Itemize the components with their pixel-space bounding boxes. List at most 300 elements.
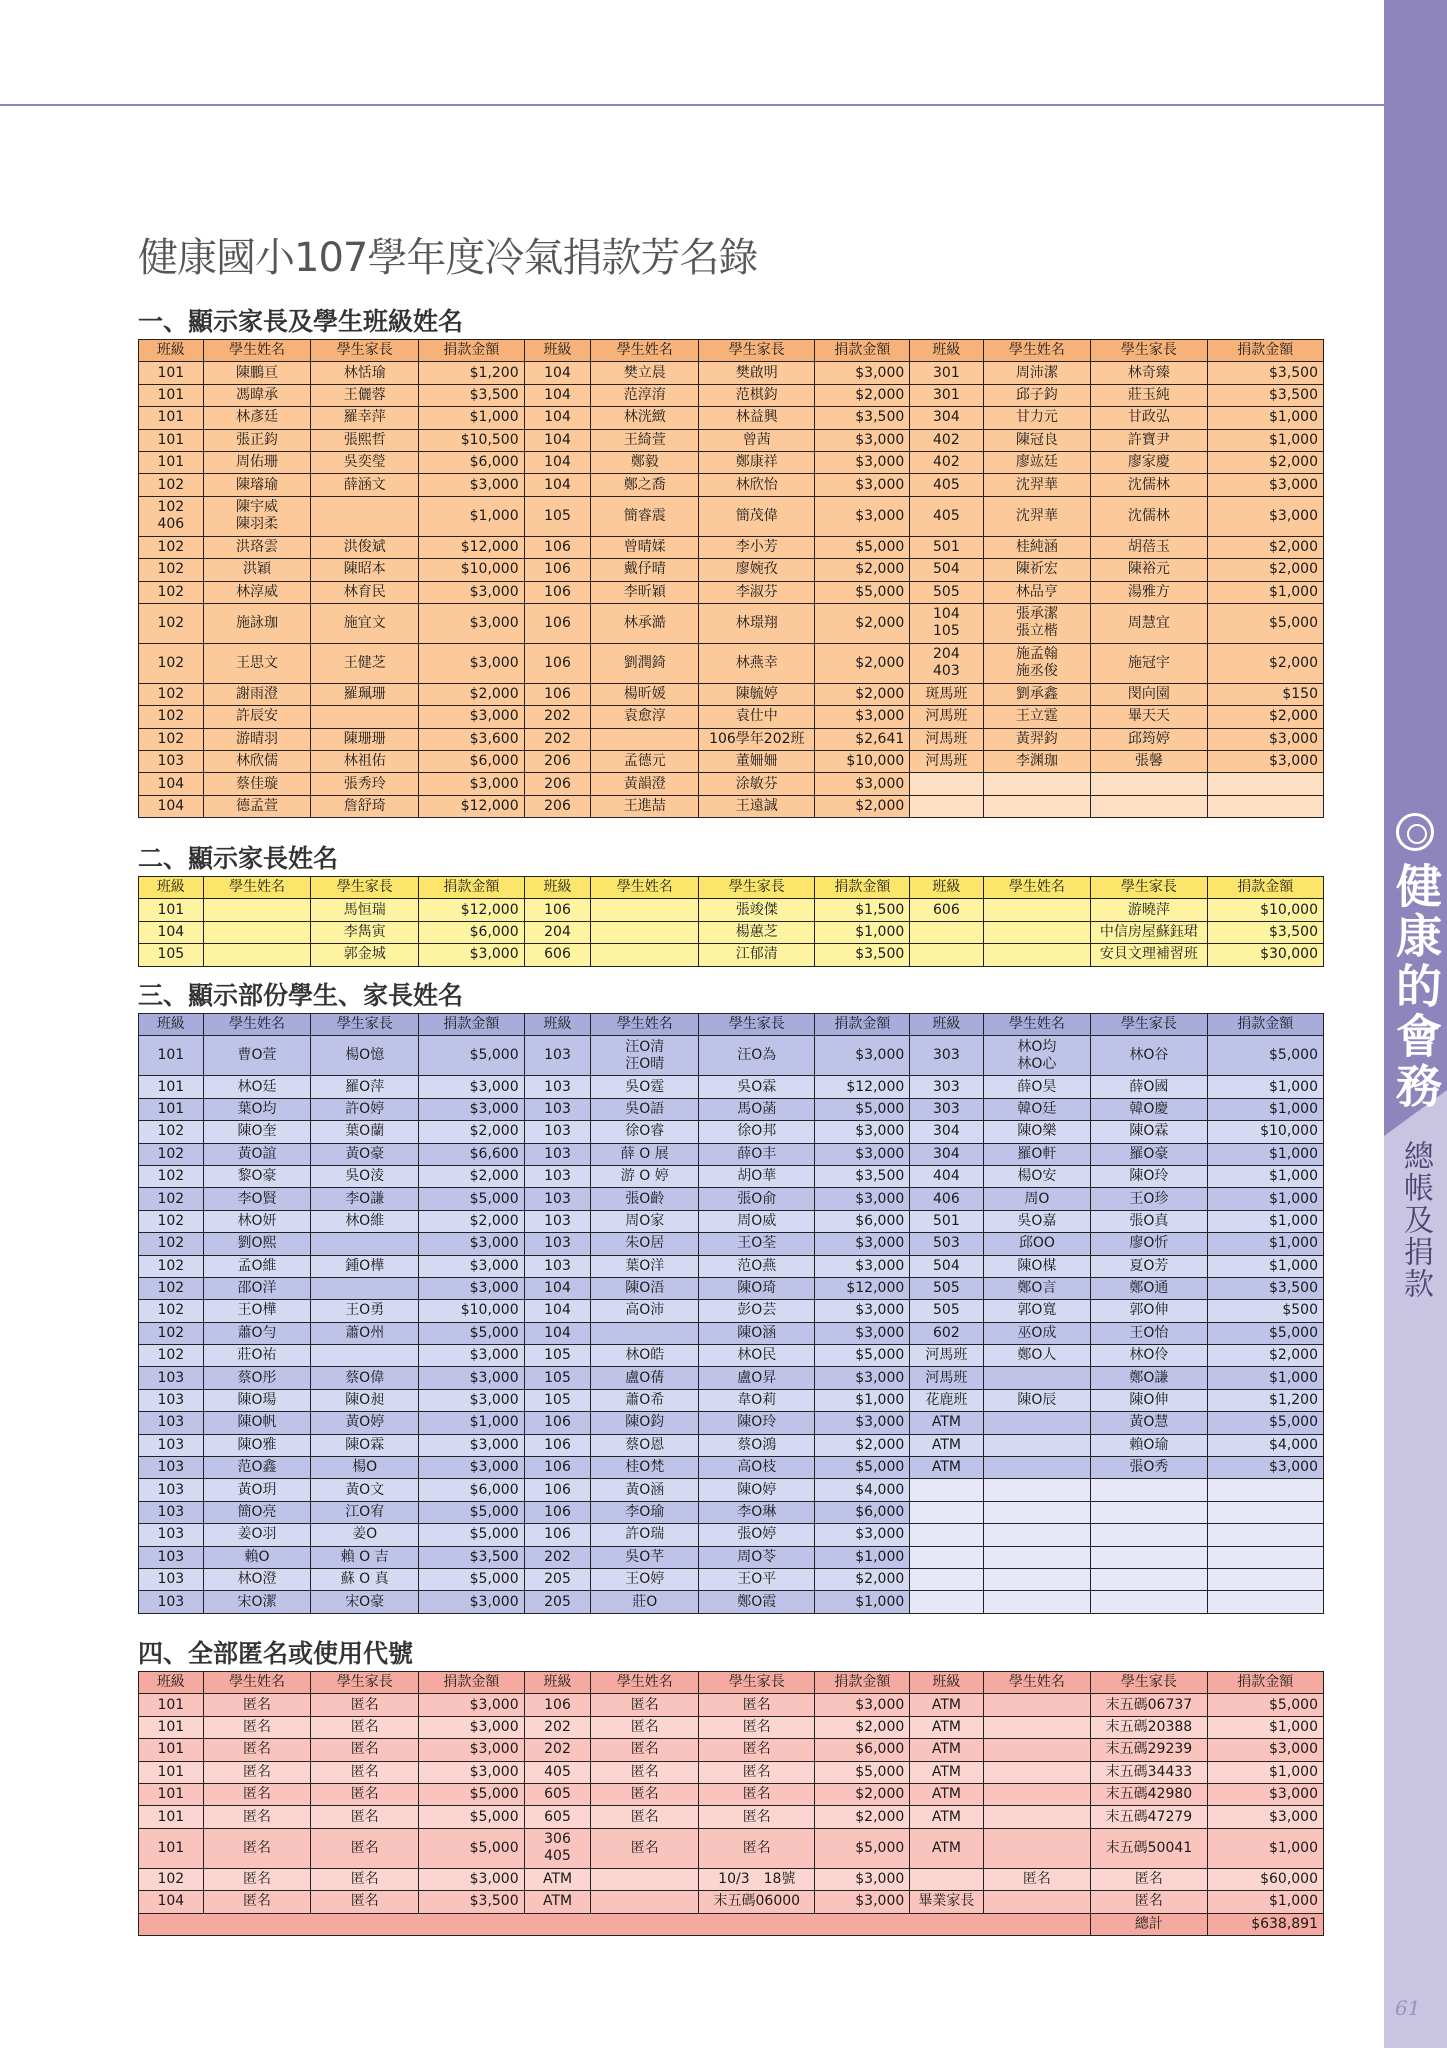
amount-cell: $1,000 [815, 1546, 910, 1568]
amount-cell: $3,000 [419, 1277, 525, 1299]
amount-cell: $1,000 [1207, 1188, 1323, 1210]
table-row [139, 1143, 1324, 1165]
table-row [139, 1761, 1324, 1783]
name-cell: 施詠珈 [203, 603, 311, 643]
class-cell: 406 [910, 1188, 983, 1210]
name-cell: 楊昕媛 [591, 683, 699, 705]
column-header: 學生家長 [311, 1672, 419, 1694]
name-cell: 蔡O恩 [591, 1434, 699, 1456]
name-cell [311, 706, 419, 728]
name-cell: 鄭O通 [1091, 1277, 1207, 1299]
amount-cell: $1,000 [815, 1591, 910, 1613]
amount-cell: $6,000 [815, 1210, 910, 1232]
name-cell: 郭O伸 [1091, 1300, 1207, 1322]
name-cell: 匿名 [203, 1761, 311, 1783]
name-cell: 陳O涵 [699, 1322, 815, 1344]
name-cell: 許O瑞 [591, 1524, 699, 1546]
name-cell: 林O谷 [1091, 1036, 1207, 1076]
class-cell: 河馬班 [910, 751, 983, 773]
name-cell: 江郁清 [699, 944, 815, 966]
amount-cell: $500 [1207, 1300, 1323, 1322]
amount-cell: $5,000 [1207, 1412, 1323, 1434]
name-cell [983, 1806, 1091, 1828]
name-cell: 蔡O鴻 [699, 1434, 815, 1456]
amount-cell: $5,000 [419, 1501, 525, 1523]
name-cell: 袁仕中 [699, 706, 815, 728]
class-cell: ATM [910, 1783, 983, 1805]
class-cell: 103 [139, 1412, 204, 1434]
column-header: 班級 [524, 1672, 591, 1694]
name-cell: 黃O婷 [311, 1412, 419, 1434]
amount-cell: $3,000 [815, 706, 910, 728]
name-cell: 陳宇威 陳羽柔 [203, 496, 311, 536]
class-cell: 106 [524, 603, 591, 643]
table-header-row [139, 1672, 1324, 1694]
name-cell [983, 1501, 1091, 1523]
amount-cell: $4,000 [1207, 1434, 1323, 1456]
table-row [139, 581, 1324, 603]
name-cell: 匿名 [699, 1806, 815, 1828]
name-cell: 末五碼06737 [1091, 1694, 1207, 1716]
class-cell: ATM [910, 1434, 983, 1456]
class-cell: 505 [910, 1300, 983, 1322]
table-row [139, 1546, 1324, 1568]
name-cell: 汪O清 汪O晴 [591, 1036, 699, 1076]
name-cell: 匿名 [591, 1761, 699, 1783]
table-row [139, 751, 1324, 773]
class-cell [910, 1501, 983, 1523]
amount-cell: $1,000 [419, 1412, 525, 1434]
class-cell: 102 [139, 581, 204, 603]
name-cell: 匿名 [1091, 1891, 1207, 1913]
name-cell: 周O家 [591, 1210, 699, 1232]
name-cell: 林彥廷 [203, 407, 311, 429]
amount-cell: $5,000 [815, 1098, 910, 1120]
name-cell: 沈羿華 [983, 474, 1091, 496]
name-cell [1091, 773, 1207, 795]
name-cell: 巫O成 [983, 1322, 1091, 1344]
amount-cell: $5,000 [1207, 1036, 1323, 1076]
name-cell: 郭O寬 [983, 1300, 1091, 1322]
class-cell: 斑馬班 [910, 683, 983, 705]
amount-cell: $150 [1207, 683, 1323, 705]
name-cell: 董姍姍 [699, 751, 815, 773]
name-cell: 德孟萱 [203, 795, 311, 817]
amount-cell: $3,000 [419, 1389, 525, 1411]
column-header: 捐款金額 [419, 340, 525, 362]
name-cell [983, 1739, 1091, 1761]
class-cell: 105 [524, 1389, 591, 1411]
amount-cell: $6,000 [419, 1479, 525, 1501]
name-cell: 吳O霖 [699, 1076, 815, 1098]
name-cell: 黃O誼 [203, 1143, 311, 1165]
class-cell: 304 [910, 1143, 983, 1165]
header-rule [0, 104, 1384, 106]
amount-cell: $3,000 [815, 1694, 910, 1716]
column-header: 班級 [524, 1014, 591, 1036]
amount-cell: $1,000 [1207, 1828, 1323, 1868]
amount-cell: $3,000 [815, 1121, 910, 1143]
amount-cell: $2,000 [419, 1210, 525, 1232]
section-heading-4: 四、全部匿名或使用代號 [138, 1639, 414, 1668]
amount-cell: $1,000 [419, 496, 525, 536]
table-row [139, 1367, 1324, 1389]
name-cell: 匿名 [591, 1783, 699, 1805]
name-cell: 陳O樂 [983, 1121, 1091, 1143]
table-row [139, 1188, 1324, 1210]
amount-cell: $3,000 [419, 706, 525, 728]
name-cell: 匿名 [311, 1739, 419, 1761]
name-cell: 匿名 [1091, 1868, 1207, 1890]
name-cell [203, 944, 311, 966]
name-cell [983, 1479, 1091, 1501]
name-cell [311, 1345, 419, 1367]
column-header: 學生姓名 [983, 877, 1091, 899]
amount-cell: $2,000 [815, 795, 910, 817]
name-cell: 王O樺 [203, 1300, 311, 1322]
name-cell: 曹O萱 [203, 1036, 311, 1076]
name-cell: 吳O淩 [311, 1165, 419, 1187]
name-cell: 安貝文理補習班 [1091, 944, 1207, 966]
name-cell: 江O宥 [311, 1501, 419, 1523]
name-cell: 匿名 [311, 1761, 419, 1783]
amount-cell: $12,000 [815, 1277, 910, 1299]
name-cell: 林祖佑 [311, 751, 419, 773]
name-cell: 匿名 [699, 1783, 815, 1805]
name-cell: 劉承鑫 [983, 683, 1091, 705]
amount-cell: $1,000 [1207, 1098, 1323, 1120]
class-cell [910, 921, 983, 943]
name-cell: 匿名 [203, 1828, 311, 1868]
name-cell [983, 1568, 1091, 1590]
amount-cell: $3,000 [815, 429, 910, 451]
name-cell: 匿名 [311, 1783, 419, 1805]
name-cell [1091, 1591, 1207, 1613]
donation-table-2 [138, 876, 1324, 967]
name-cell [983, 1783, 1091, 1805]
class-cell: 402 [910, 451, 983, 473]
name-cell: 匿名 [591, 1828, 699, 1868]
column-header: 學生姓名 [983, 1014, 1091, 1036]
class-cell: 102 [139, 474, 204, 496]
amount-cell: $2,000 [419, 1121, 525, 1143]
column-header: 學生姓名 [591, 1672, 699, 1694]
name-cell: 范棋鈞 [699, 384, 815, 406]
name-cell: 匿名 [591, 1739, 699, 1761]
amount-cell: $2,000 [815, 1568, 910, 1590]
name-cell: 樊立晨 [591, 362, 699, 384]
name-cell [983, 1524, 1091, 1546]
class-cell: 301 [910, 384, 983, 406]
name-cell: 許O婷 [311, 1098, 419, 1120]
name-cell: 蘇 O 真 [311, 1568, 419, 1590]
class-cell: 505 [910, 1277, 983, 1299]
name-cell: 匿名 [203, 1783, 311, 1805]
class-cell: 河馬班 [910, 1345, 983, 1367]
class-cell: 202 [524, 1739, 591, 1761]
name-cell: 洪穎 [203, 559, 311, 581]
class-cell: 畢業家長 [910, 1891, 983, 1913]
amount-cell: $2,000 [815, 1716, 910, 1738]
class-cell: 206 [524, 773, 591, 795]
name-cell: 林O澄 [203, 1568, 311, 1590]
table-row [139, 474, 1324, 496]
table-row [139, 1891, 1324, 1913]
table-row [139, 451, 1324, 473]
name-cell: 許寶尹 [1091, 429, 1207, 451]
class-cell: ATM [910, 1806, 983, 1828]
name-cell: 陳珊珊 [311, 728, 419, 750]
name-cell: 李淑芬 [699, 581, 815, 603]
name-cell: 末五碼42980 [1091, 1783, 1207, 1805]
name-cell: 匿名 [311, 1828, 419, 1868]
name-cell [1091, 1546, 1207, 1568]
amount-cell: $1,000 [815, 921, 910, 943]
name-cell: 曾茜 [699, 429, 815, 451]
name-cell: 王O珍 [1091, 1188, 1207, 1210]
class-cell [910, 795, 983, 817]
column-header: 捐款金額 [419, 1672, 525, 1694]
column-header: 捐款金額 [1207, 340, 1323, 362]
name-cell: 鄭康祥 [699, 451, 815, 473]
section-heading-3: 三、顯示部份學生、家長姓名 [138, 981, 464, 1010]
name-cell: 鄭之喬 [591, 474, 699, 496]
amount-cell: $6,000 [419, 921, 525, 943]
class-cell: 103 [139, 1591, 204, 1613]
amount-cell [1207, 1591, 1323, 1613]
class-cell: 102 [139, 536, 204, 558]
class-cell: ATM [910, 1457, 983, 1479]
amount-cell: $3,000 [419, 1367, 525, 1389]
amount-cell: $3,000 [815, 1143, 910, 1165]
amount-cell: $1,000 [1207, 1255, 1323, 1277]
name-cell: 黃O慧 [1091, 1412, 1207, 1434]
name-cell: 桂O梵 [591, 1457, 699, 1479]
class-cell: 106 [524, 1524, 591, 1546]
name-cell: 汪O為 [699, 1036, 815, 1076]
class-cell: 103 [139, 1568, 204, 1590]
table-row [139, 1076, 1324, 1098]
name-cell: 黃羿鈞 [983, 728, 1091, 750]
name-cell: 李小芳 [699, 536, 815, 558]
amount-cell [1207, 1479, 1323, 1501]
class-cell: ATM [910, 1412, 983, 1434]
class-cell: 103 [139, 1479, 204, 1501]
name-cell: 李O賢 [203, 1188, 311, 1210]
amount-cell: $6,000 [419, 751, 525, 773]
page-title: 健康國小107學年度冷氣捐款芳名錄 [138, 235, 758, 281]
name-cell: 陳O奎 [203, 1121, 311, 1143]
amount-cell: $5,000 [419, 1568, 525, 1590]
class-cell: 花鹿班 [910, 1389, 983, 1411]
class-cell: 303 [910, 1076, 983, 1098]
name-cell [1091, 1524, 1207, 1546]
amount-cell: $3,000 [815, 1891, 910, 1913]
name-cell: 鄭O謙 [1091, 1367, 1207, 1389]
amount-cell: $1,000 [1207, 1367, 1323, 1389]
name-cell: 匿名 [699, 1761, 815, 1783]
table-row [139, 1389, 1324, 1411]
name-cell: 末五碼29239 [1091, 1739, 1207, 1761]
class-cell: ATM [910, 1761, 983, 1783]
class-cell: 101 [139, 362, 204, 384]
table-row [139, 1412, 1324, 1434]
name-cell: 楊O [311, 1457, 419, 1479]
amount-cell: $1,200 [1207, 1389, 1323, 1411]
class-cell: 102 [139, 728, 204, 750]
amount-cell: $3,500 [1207, 1277, 1323, 1299]
name-cell: 蕭O勻 [203, 1322, 311, 1344]
class-cell: 405 [910, 496, 983, 536]
class-cell: 102 [139, 643, 204, 683]
name-cell: 匿名 [983, 1868, 1091, 1890]
name-cell: 朱O居 [591, 1233, 699, 1255]
class-cell [910, 1479, 983, 1501]
name-cell: 施冠宇 [1091, 643, 1207, 683]
amount-cell: $3,000 [815, 1300, 910, 1322]
name-cell: 馬恒瑞 [311, 899, 419, 921]
class-cell: 104 [139, 1891, 204, 1913]
name-cell: 李渊珈 [983, 751, 1091, 773]
class-cell: 103 [524, 1036, 591, 1076]
amount-cell: $1,500 [815, 899, 910, 921]
name-cell: 林O廷 [203, 1076, 311, 1098]
amount-cell [1207, 773, 1323, 795]
amount-cell: $6,000 [815, 1501, 910, 1523]
amount-cell: $3,000 [1207, 1806, 1323, 1828]
sidebar [1384, 0, 1447, 2048]
column-header: 學生家長 [311, 877, 419, 899]
class-cell: 103 [139, 751, 204, 773]
amount-cell: $3,000 [815, 1233, 910, 1255]
class-cell: 104 [524, 362, 591, 384]
name-cell: 陳O帆 [203, 1412, 311, 1434]
name-cell: 陳O琦 [699, 1277, 815, 1299]
name-cell [983, 1716, 1091, 1738]
amount-cell: $3,000 [419, 1457, 525, 1479]
name-cell: 陳昭本 [311, 559, 419, 581]
amount-cell: $5,000 [815, 536, 910, 558]
class-cell: 202 [524, 706, 591, 728]
table-row [139, 1345, 1324, 1367]
name-cell: 匿名 [699, 1716, 815, 1738]
name-cell: 楊蕙芝 [699, 921, 815, 943]
table-row [139, 1806, 1324, 1828]
column-header: 班級 [139, 1672, 204, 1694]
column-header: 學生姓名 [203, 877, 311, 899]
class-cell: 103 [139, 1389, 204, 1411]
table-row [139, 536, 1324, 558]
name-cell: 范O燕 [699, 1255, 815, 1277]
amount-cell: $3,500 [815, 944, 910, 966]
name-cell: 黃O涵 [591, 1479, 699, 1501]
amount-cell: $2,000 [815, 559, 910, 581]
class-cell: 102 [139, 1322, 204, 1344]
column-header: 班級 [139, 340, 204, 362]
amount-cell: $5,000 [815, 1345, 910, 1367]
class-cell: 101 [139, 1098, 204, 1120]
name-cell [203, 921, 311, 943]
amount-cell: $3,000 [815, 1367, 910, 1389]
total-label: 總計 [1091, 1913, 1207, 1935]
name-cell: 陳O雅 [203, 1434, 311, 1456]
name-cell [1091, 795, 1207, 817]
column-header: 班級 [910, 340, 983, 362]
name-cell: 林承澔 [591, 603, 699, 643]
name-cell: 黃O文 [311, 1479, 419, 1501]
name-cell: 陳璿瑜 [203, 474, 311, 496]
class-cell: 104 [524, 384, 591, 406]
amount-cell: $5,000 [1207, 1694, 1323, 1716]
class-cell: 105 [524, 1367, 591, 1389]
name-cell: 林璟翔 [699, 603, 815, 643]
amount-cell: $3,000 [419, 474, 525, 496]
name-cell: 盧O蒨 [591, 1367, 699, 1389]
column-header: 捐款金額 [815, 1672, 910, 1694]
class-cell: 105 [524, 496, 591, 536]
class-cell: 101 [139, 1761, 204, 1783]
name-cell: 陳O鈞 [591, 1412, 699, 1434]
name-cell: 周慧宜 [1091, 603, 1207, 643]
name-cell: 蔡O彤 [203, 1367, 311, 1389]
class-cell: 102 [139, 1300, 204, 1322]
class-cell: 103 [139, 1434, 204, 1456]
name-cell: 羅幸萍 [311, 407, 419, 429]
name-cell: 廖家慶 [1091, 451, 1207, 473]
amount-cell: $2,000 [419, 683, 525, 705]
name-cell: 林益興 [699, 407, 815, 429]
amount-cell: $1,000 [1207, 1233, 1323, 1255]
name-cell: 張承潔 張立楷 [983, 603, 1091, 643]
class-cell: 102 [139, 1188, 204, 1210]
name-cell: 薛O昊 [983, 1076, 1091, 1098]
amount-cell: $3,000 [815, 1868, 910, 1890]
class-cell: 301 [910, 362, 983, 384]
class-cell: 101 [139, 1076, 204, 1098]
name-cell: 匿名 [699, 1739, 815, 1761]
amount-cell: $3,000 [419, 1694, 525, 1716]
class-cell: 103 [139, 1501, 204, 1523]
amount-cell: $3,000 [815, 451, 910, 473]
class-cell: 205 [524, 1568, 591, 1590]
table-row [139, 921, 1324, 943]
name-cell: 106學年202班 [699, 728, 815, 750]
amount-cell: $1,000 [815, 1389, 910, 1411]
table-row [139, 1300, 1324, 1322]
name-cell: 徐O邦 [699, 1121, 815, 1143]
class-cell: ATM [910, 1739, 983, 1761]
name-cell [983, 1367, 1091, 1389]
name-cell: 簡睿震 [591, 496, 699, 536]
class-cell: 304 [910, 407, 983, 429]
class-cell: 304 [910, 1121, 983, 1143]
amount-cell: $3,000 [815, 1255, 910, 1277]
table-row [139, 773, 1324, 795]
name-cell: 莊O [591, 1591, 699, 1613]
amount-cell [1207, 1501, 1323, 1523]
table-row [139, 603, 1324, 643]
class-cell: 河馬班 [910, 1367, 983, 1389]
name-cell: 王進喆 [591, 795, 699, 817]
table-row [139, 1255, 1324, 1277]
name-cell: 林育民 [311, 581, 419, 603]
name-cell: 彭O芸 [699, 1300, 815, 1322]
amount-cell: $3,000 [419, 1761, 525, 1783]
name-cell: 盧O昇 [699, 1367, 815, 1389]
class-cell [910, 1568, 983, 1590]
class-cell: 103 [524, 1121, 591, 1143]
name-cell: 韋O莉 [699, 1389, 815, 1411]
